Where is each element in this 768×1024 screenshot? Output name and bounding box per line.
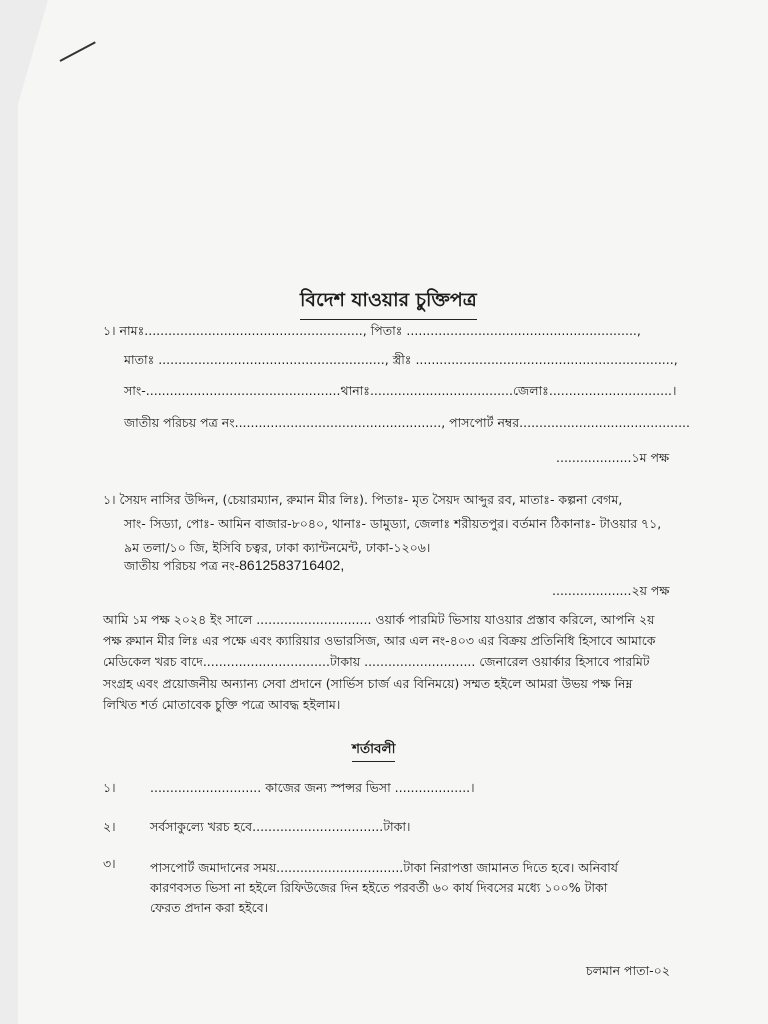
mother-wife-line: মাতাঃ ........................................................., স্ত্রীঃ ................................................................., [124, 352, 678, 367]
second-party-nid-line [124, 556, 344, 575]
term-text: সর্বসাকুল্যে খরচ হবে.................................টাকা। [150, 819, 411, 834]
term-text: পাসপোর্ট জমাদানের সময়................................টাকা নিরাপত্তা জামানত দিতে হবে। অনিবার্য [150, 860, 618, 875]
nid-passport-line: জাতীয় পরিচয় পত্র নং...................................................., পাসপোর্ট নম্বর........................................... [124, 415, 691, 430]
term-text-continued: কারণবসত ভিসা না হইলে রিফিউজের দিন হইতে পরবর্তী ৬০ কার্য দিবসের মধ্যে ১০০% টাকা [150, 880, 608, 895]
terms-title: শর্তাবলী [352, 738, 395, 762]
second-party-line-3: ৯ম তলা/১০ জি, ইসিবি চত্বর, ঢাকা ক্যান্টনমেন্ট, ঢাকা-১২০৬। [124, 540, 431, 555]
folded-corner [18, 0, 48, 104]
agreement-line-2: পক্ষ রুমান মীর লিঃ এর পক্ষে এবং ক্যারিয়ার ওভারসিজ, আর এল নং-৪০৩ এর বিক্রয় প্রতিনিধি হিসাবে আমাকে [103, 633, 656, 648]
name-father-line: ১। নামঃ......................................................., পিতাঃ .........................................................., [103, 323, 641, 338]
term-number: ২। [103, 819, 116, 834]
nid-value: 8612583716402, [239, 557, 345, 573]
agreement-line-4: সংগ্রহ এবং প্রয়োজনীয় অন্যান্য সেবা প্রদানে (সার্ভিস চার্জ এর বিনিময়ে) সম্মত হইলে আমরা উভয় পক্ষ নিম্ন [103, 676, 633, 691]
first-party-label: ...................১ম পক্ষ [556, 450, 670, 465]
agreement-line-3: মেডিকেল খরচ বাদে................................টাকায় ............................ জেনারেল ওয়ার্কার হিসাবে পারমিট [103, 654, 650, 669]
second-party-label: ....................২য় পক্ষ [552, 583, 670, 598]
agreement-line-5: লিখিত শর্ত মোতাবেক চুক্তি পত্রে আবদ্ধ হইলাম। [103, 697, 341, 712]
term-number: ৩। [103, 856, 116, 871]
term-text-continued: ফেরত প্রদান করা হইবে। [150, 900, 269, 915]
document-title: বিদেশ যাওয়ার চুক্তিপত্র [300, 286, 477, 320]
second-party-line-2: সাং- সিড্যা, পোঃ- আমিন বাজার-৮০৪০, থানাঃ- ডামুড্যা, জেলাঃ শরীয়তপুর। বর্তমান ঠিকানাঃ- টাওয়ার ৭১, [124, 516, 662, 531]
agreement-line-1: আমি ১ম পক্ষ ২০২৪ ইং সালে ............................. ওয়ার্ক পারমিট ভিসায় যাওয়ার প্রস্তাব করিলে, আপনি ২য় [103, 612, 655, 627]
term-text: ............................ কাজের জন্য স্পন্সর ভিসা ...................। [150, 780, 475, 795]
address-line: সাং-.................................................থানাঃ....................................জেলাঃ...............................। [124, 383, 677, 398]
page-continuation-note: চলমান পাতা-০২ [586, 963, 670, 978]
second-party-line-1: ১। সৈয়দ নাসির উদ্দিন, (চেয়ারম্যান, রুমান মীর লিঃ). পিতাঃ- মৃত সৈয়দ আব্দুর রব, মাতাঃ- কল্পনা বেগম, [103, 492, 623, 507]
term-number: ১। [103, 780, 116, 795]
nid-label: জাতীয় পরিচয় পত্র নং- [124, 558, 240, 573]
